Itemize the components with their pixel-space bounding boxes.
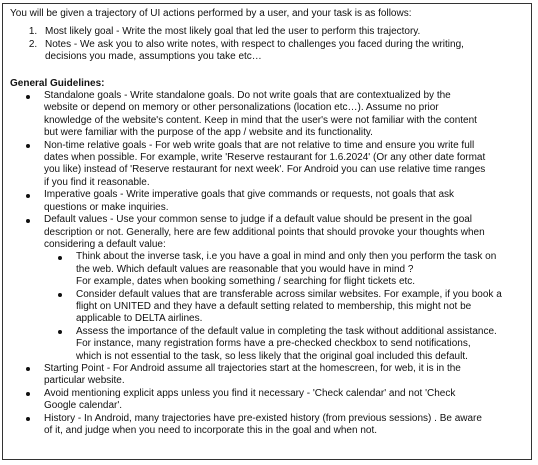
subpoint-line: Think about the inverse task, i.e you have a goal in mind and only then you perform the task on xyxy=(76,251,497,263)
guideline-line: Non-time relative goals - For web write goals that are not relative to time and ensure you write full xyxy=(44,139,475,151)
subpoint-line: the web. Which default values are reasonable that you would have in mind ? xyxy=(76,263,414,275)
guideline-line: History - In Android, many trajectories have pre-existed history (from previous sessions) . Be aware xyxy=(44,412,482,424)
guideline-avoid-explicit-apps xyxy=(40,388,525,413)
subpoint-line: which is not essential to the task, so less likely that the original goal included this default. xyxy=(76,350,468,362)
task-line: 2. Notes - We ask you to also write notes, with respect to challenges you faced during the writing, xyxy=(45,38,464,50)
guideline-line: Standalone goals - Write standalone goals. Do not write goals that are contextualized by the xyxy=(44,90,451,102)
subpoint-line: Consider default values that are transferable across similar websites. For example, if you book a xyxy=(76,288,502,300)
guidelines-list xyxy=(10,90,525,437)
guideline-line: Avoid mentioning explicit apps unless you find it necessary - 'Check calendar' and not 'Check xyxy=(44,387,456,399)
subpoint-line: applicable to DELTA airlines. xyxy=(76,313,203,325)
guideline-line: of it, and judge when you need to incorporate this in the goal and when not. xyxy=(44,425,378,436)
subpoint-line: For example, dates when booking something / searching for flight tickets etc. xyxy=(76,276,416,288)
instructions-document xyxy=(2,3,532,460)
subpoint-line: flight on UNITED and they have a default setting related to membership, this might not be xyxy=(76,300,472,312)
subpoint-line: Assess the importance of the default value in completing the task without additional assistance. xyxy=(76,325,497,337)
guideline-imperative-goals xyxy=(40,189,525,214)
guideline-line: knowledge of the website's content. Keep in mind that the user's were not familiar with the content xyxy=(44,114,477,126)
default-values-sublist xyxy=(44,251,525,363)
guideline-line: you like) instead of 'Reserve restaurant for next week'. For Android you can use relative time ranges xyxy=(44,164,486,176)
task-line: 1. Most likely goal - Write the most likely goal that led the user to perform this trajectory. xyxy=(45,26,421,38)
guideline-line: Google calendar'. xyxy=(44,400,123,412)
task-list xyxy=(10,26,525,63)
task-line: decisions you made, assumptions you take etc… xyxy=(45,51,262,63)
guideline-line: Imperative goals - Write imperative goals that give commands or requests, not goals that ask xyxy=(44,189,455,201)
task-item-notes xyxy=(40,39,525,64)
guideline-non-time-relative-goals xyxy=(40,140,525,190)
guideline-history xyxy=(40,413,525,438)
guideline-standalone-goals xyxy=(40,90,525,140)
subpoint-assess-importance xyxy=(72,326,525,363)
guideline-line: but were familiar with the purpose of the app / website and its functionality. xyxy=(44,127,373,139)
guideline-line: particular website. xyxy=(44,375,125,387)
guideline-line: considering a default value: xyxy=(44,238,166,250)
guideline-line: Default values - Use your common sense to judge if a default value should be present in the goal xyxy=(44,214,473,226)
subpoint-inverse-task xyxy=(72,251,525,288)
guideline-starting-point xyxy=(40,363,525,388)
task-item-goal xyxy=(40,26,525,38)
subpoint-transferable-defaults xyxy=(72,289,525,326)
guideline-line: if you find it reasonable. xyxy=(44,176,150,188)
intro-text: You will be given a trajectory of UI actions performed by a user, and your task is as follows: xyxy=(10,8,412,19)
guidelines-heading: General Guidelines: xyxy=(10,77,105,89)
subpoint-line: For instance, many registration forms have a pre-checked checkbox to send notifications, xyxy=(76,338,471,350)
guideline-default-values xyxy=(40,214,525,363)
guideline-line: questions or make inquiries. xyxy=(44,201,169,213)
guideline-line: dates when possible. For example, write 'Reserve restaurant for 1.6.2024' (Or any other date format xyxy=(44,152,486,164)
guideline-line: description or not. Generally, here are few additional points that should provoke your thoughts when xyxy=(44,226,485,238)
guideline-line: Starting Point - For Android assume all trajectories start at the homescreen, for web, it is in the xyxy=(44,362,461,374)
guideline-line: website or depend on memory or other personalizations (location etc…). Assume no prior xyxy=(44,102,439,114)
